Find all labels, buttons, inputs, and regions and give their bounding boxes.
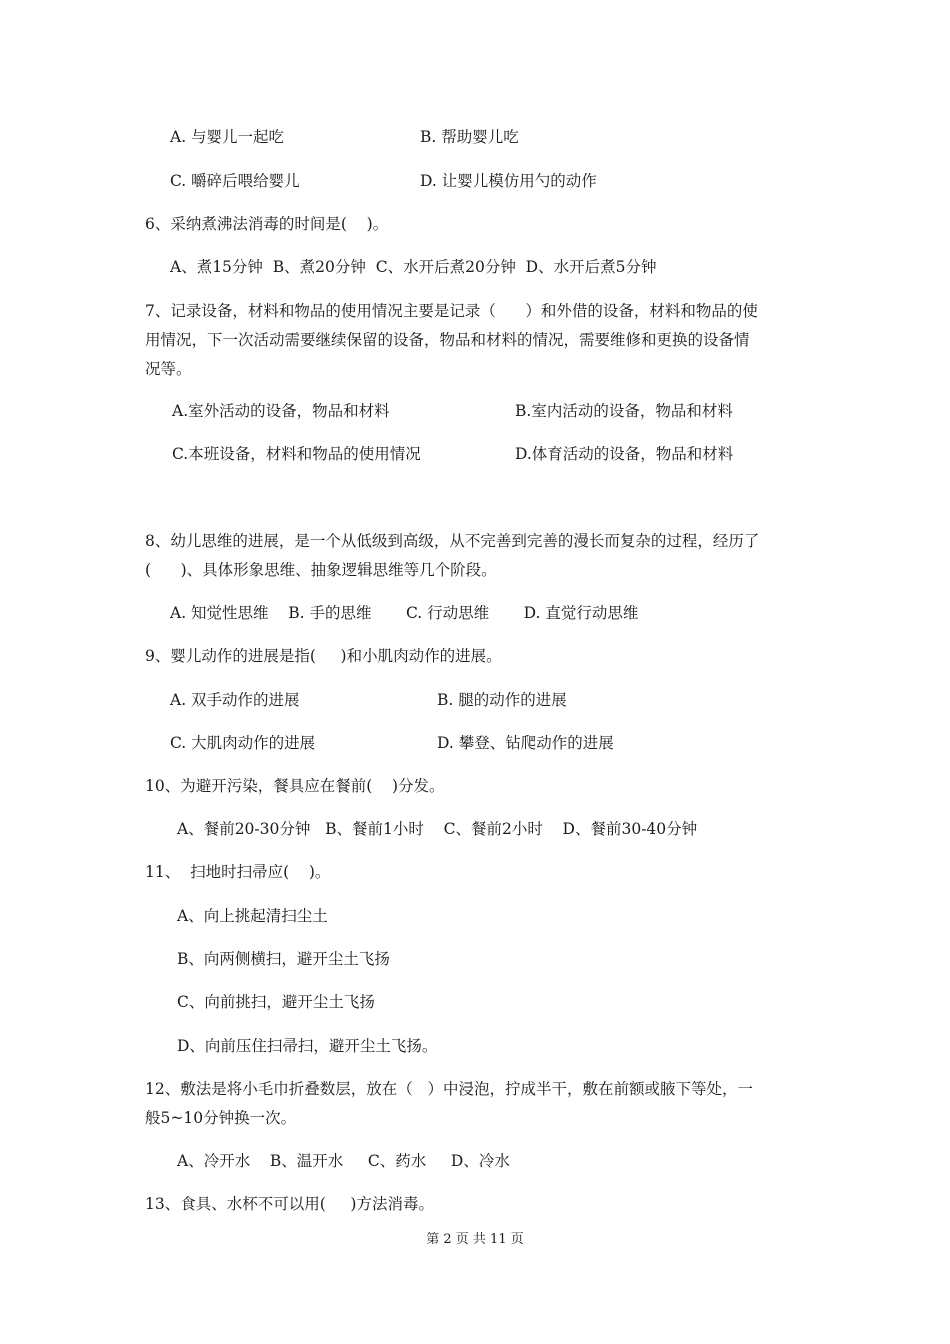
q6-stem: 6、采纳煮沸法消毒的时间是( )。 bbox=[145, 215, 389, 233]
q5-option-c: C. 嚼碎后喂给婴儿 bbox=[170, 172, 300, 190]
q11-stem: 11、 扫地时扫帚应( )。 bbox=[145, 863, 331, 881]
q7-stem-line-3: 况等。 bbox=[145, 360, 192, 378]
q12-stem-line-2: 般5~10分钟换一次。 bbox=[145, 1109, 297, 1127]
q6-options: A、煮15分钟 B、煮20分钟 C、水开后煮20分钟 D、水开后煮5分钟 bbox=[170, 258, 657, 276]
q11-option-c: C、向前挑扫，避开尘土飞扬 bbox=[177, 993, 375, 1011]
q9-option-a: A. 双手动作的进展 bbox=[170, 691, 300, 709]
q5-option-b: B. 帮助婴儿吃 bbox=[420, 128, 519, 146]
q13-stem: 13、食具、水杯不可以用( )方法消毒。 bbox=[145, 1195, 434, 1213]
q11-option-d: D、向前压住扫帚扫，避开尘土飞扬。 bbox=[177, 1037, 438, 1055]
q9-option-c: C. 大肌肉动作的进展 bbox=[170, 734, 316, 752]
q7-stem-line-1: 7、记录设备，材料和物品的使用情况主要是记录（ ）和外借的设备，材料和物品的使 bbox=[145, 302, 758, 320]
q9-stem: 9、婴儿动作的进展是指( )和小肌肉动作的进展。 bbox=[145, 647, 502, 665]
q11-option-a: A、向上挑起清扫尘土 bbox=[177, 907, 328, 925]
q10-options: A、餐前20-30分钟 B、餐前1小时 C、餐前2小时 D、餐前30-40分钟 bbox=[177, 820, 698, 838]
q8-options: A. 知觉性思维 B. 手的思维 C. 行动思维 D. 直觉行动思维 bbox=[170, 604, 639, 622]
q7-option-a: A.室外活动的设备，物品和材料 bbox=[172, 402, 390, 420]
q8-stem-line-2: ( )、具体形象思维、抽象逻辑思维等几个阶段。 bbox=[145, 561, 497, 579]
page-number-footer: 第 2 页 共 11 页 bbox=[426, 1232, 524, 1247]
q7-stem-line-2: 用情况，下一次活动需要继续保留的设备，物品和材料的情况，需要维修和更换的设备情 bbox=[145, 331, 750, 349]
q7-option-d: D.体育活动的设备，物品和材料 bbox=[515, 445, 734, 463]
q5-option-a: A. 与婴儿一起吃 bbox=[170, 128, 285, 146]
q8-stem-line-1: 8、幼儿思维的进展，是一个从低级到高级，从不完善到完善的漫长而复杂的过程，经历了 bbox=[145, 532, 760, 550]
q9-option-b: B. 腿的动作的进展 bbox=[437, 691, 567, 709]
q10-stem: 10、为避开污染，餐具应在餐前( )分发。 bbox=[145, 777, 445, 795]
q7-option-c: C.本班设备，材料和物品的使用情况 bbox=[172, 445, 421, 463]
q12-stem-line-1: 12、敷法是将小毛巾折叠数层，放在（ ）中浸泡，拧成半干，敷在前额或腋下等处，一 bbox=[145, 1080, 754, 1098]
q9-option-d: D. 攀登、钻爬动作的进展 bbox=[437, 734, 614, 752]
q11-option-b: B、向两侧横扫，避开尘土飞扬 bbox=[177, 950, 390, 968]
q7-option-b: B.室内活动的设备，物品和材料 bbox=[515, 402, 733, 420]
q12-options: A、冷开水 B、温开水 C、药水 D、冷水 bbox=[177, 1152, 510, 1170]
q5-option-d: D. 让婴儿模仿用勺的动作 bbox=[420, 172, 597, 190]
